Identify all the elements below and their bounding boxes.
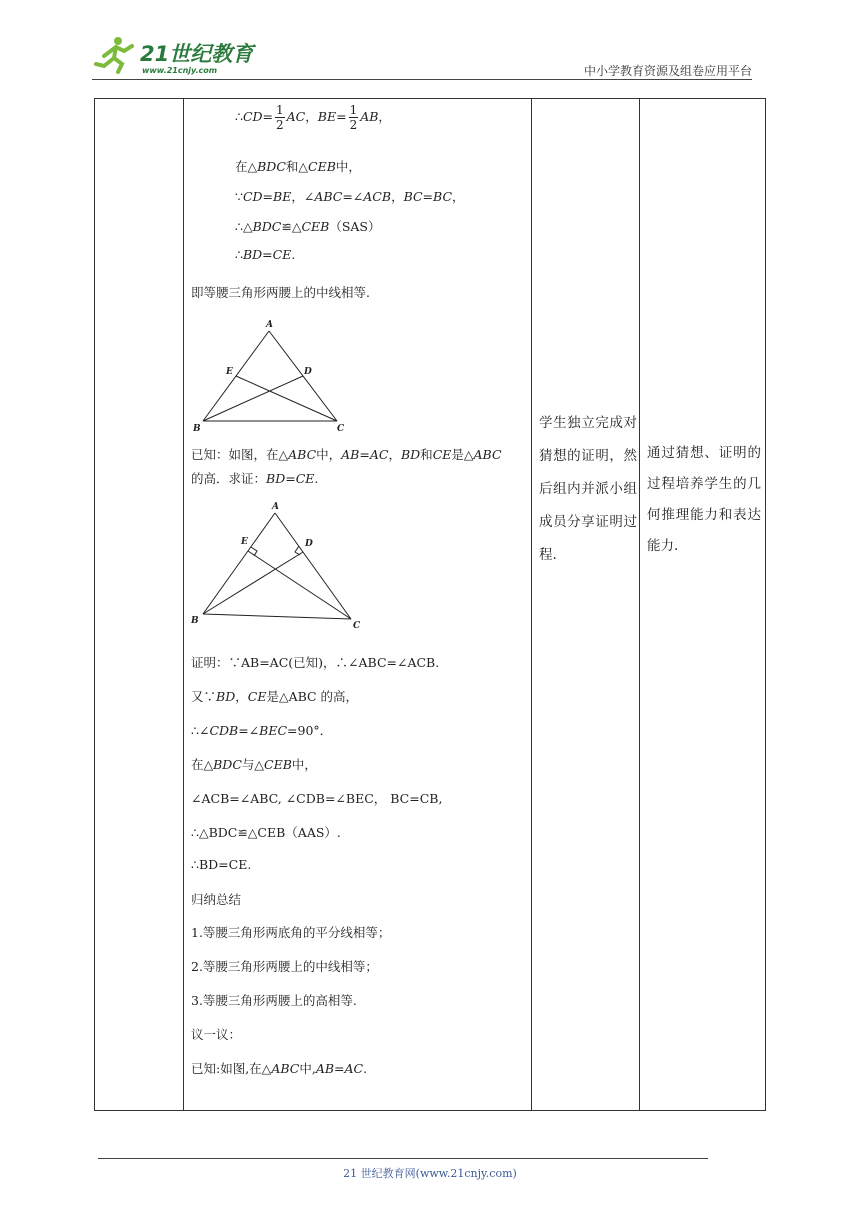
label-A: A [266, 320, 273, 330]
fraction-half: $\frac{1}{2}$ [349, 103, 358, 132]
proof2-line1: 证明：∵AB=AC(已知)，∴∠ABC=∠ACB. [191, 655, 440, 670]
logo-url: www.21cnjy.com [142, 66, 218, 75]
proof2-line6: ∴△BDC≌△CEB（AAS）. [191, 825, 341, 840]
proof2-line7: ∴BD=CE. [191, 857, 252, 872]
site-logo [92, 34, 272, 76]
lesson-table [94, 98, 766, 1111]
column-divider-2 [531, 99, 532, 1110]
label-C: C [337, 424, 345, 434]
median-CE [236, 376, 337, 421]
side-AC [275, 513, 351, 619]
column-divider-3 [639, 99, 640, 1110]
altitude-BD [203, 552, 303, 614]
label-D: D [304, 367, 312, 377]
logo-text: 21世纪教育 [140, 42, 254, 66]
label-C: C [353, 621, 361, 631]
discuss-title: 议一议： [191, 1027, 242, 1042]
triangle-figure-altitudes [191, 497, 371, 633]
proof1-conclusion: 即等腰三角形两腰上的中线相等. [191, 285, 370, 300]
proof2-line4: 在△BDC与△CEB中， [191, 757, 317, 772]
label-A: A [272, 502, 279, 512]
proof1-line3: ∵CD=BE，∠ABC=∠ACB，BC=BC， [235, 189, 465, 204]
proof1-line1: ∴CD= $\frac{1}{2}$ AC，BE= $\frac{1}{2}$ AB， [235, 103, 391, 132]
label-D: D [305, 539, 313, 549]
proof2-line5: ∠ACB=∠ABC, ∠CDB=∠BEC， BC=CB, [191, 791, 443, 806]
proof1-line4: ∴△BDC≌△CEB（SAS） [235, 219, 381, 234]
label-B: B [191, 616, 199, 626]
proof2-line2: 又∵BD，CE是△ABC 的高， [191, 689, 359, 704]
footer-site: 21 世纪教育网(www.21cnjy.com) [343, 1167, 517, 1180]
proof1-line5: ∴BD=CE. [235, 247, 296, 262]
fraction-half: $\frac{1}{2}$ [276, 103, 284, 132]
median-BD [203, 376, 303, 421]
platform-title: 中小学教育资源及组卷应用平台 [583, 64, 752, 78]
given-line2: 的高．求证：BD=CE. [191, 471, 319, 486]
given-line1: 已知：如图，在△ABC中，AB=AC，BD和CE是△ABC [191, 447, 502, 462]
summary-item-2: 2.等腰三角形两腰上的中线相等； [191, 959, 378, 974]
header-divider [92, 79, 752, 80]
altitude-CE [248, 551, 351, 619]
column-divider-1 [183, 99, 184, 1110]
summary-item-3: 3.等腰三角形两腰上的高相等. [191, 993, 357, 1008]
side-BC [203, 614, 351, 619]
label-E: E [226, 367, 233, 377]
triangle-figure-medians [193, 317, 353, 435]
proof2-line3: ∴∠CDB=∠BEC=90°． [191, 723, 333, 738]
summary-title: 归纳总结 [191, 892, 242, 907]
label-B: B [193, 424, 201, 434]
discuss-line1: 已知:如图,在△ABC中,AB=AC. [191, 1061, 368, 1076]
summary-item-1: 1.等腰三角形两底角的平分线相等； [191, 925, 391, 940]
label-E: E [241, 537, 248, 547]
footer-divider [98, 1158, 708, 1159]
proof1-line2: 在△BDC和△CEB中， [235, 159, 361, 174]
runner-icon [96, 37, 132, 72]
student-activity-cell: 学生独立完成对猜想的证明，然后组内并派小组成员分享证明过程. [539, 415, 637, 563]
side-AB [203, 513, 275, 614]
design-intent-cell: 通过猜想、证明的过程培养学生的几何推理能力和表达能力. [647, 445, 761, 554]
